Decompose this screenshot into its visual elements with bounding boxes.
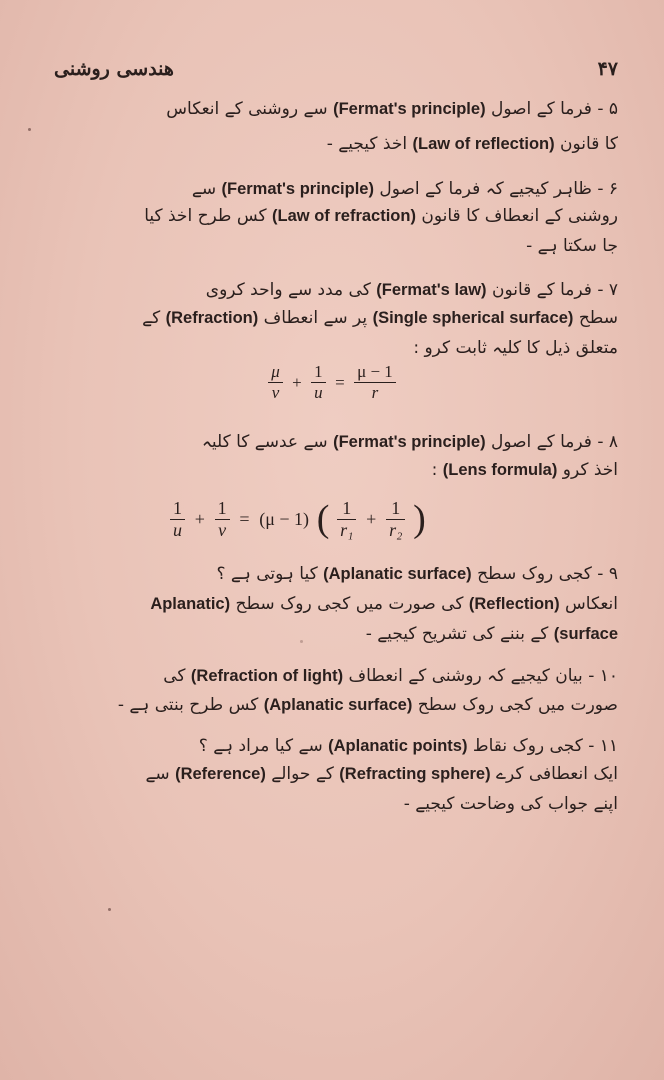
- left-paren: (: [316, 498, 330, 540]
- q9-line-2: انعکاس (Reflection) کی صورت میں کجی روک سطح (Aplanatic: [150, 594, 618, 614]
- q7-line-2: سطح (Single spherical surface) پر سے انعطاف (Refraction) کے: [142, 308, 618, 328]
- q7-line-3: متعلق ذیل کا کلیہ ثابت کرو :: [413, 338, 618, 358]
- frac-1-over-v: $\frac{1}{v}$: [215, 498, 230, 541]
- plus-sign-2: +: [366, 508, 377, 529]
- mu-minus-1-factor: (μ − 1): [259, 508, 310, 529]
- page-header: [54, 58, 618, 90]
- refraction-formula: [0, 362, 664, 403]
- q8-line-1: ۸ - فرما کے اصول (Fermat's principle) سے عدسے کا کلیہ: [201, 432, 618, 452]
- q6-line-2: روشنی کے انعطاف کا قانون (Law of refraction) کس طرح اخذ کیا: [144, 206, 618, 226]
- equals-sign: =: [239, 508, 250, 529]
- chapter-title: هندسی روشنی: [54, 58, 174, 80]
- paper-speck: [108, 908, 111, 911]
- paper-speck: [300, 640, 303, 643]
- q5-line-1: ۵ - فرما کے اصول (Fermat's principle) سے روشنی کے انعکاس: [166, 99, 618, 119]
- right-paren: ): [413, 498, 426, 540]
- q8-line-2: اخذ کرو (Lens formula) :: [431, 460, 618, 480]
- q9-line-3: surface) کے بننے کی تشریح کیجیے -: [365, 624, 618, 644]
- plus-sign: +: [194, 508, 205, 529]
- q6-line-1: ۶ - ظاہر کیجیے کہ فرما کے اصول (Fermat's principle) سے: [191, 179, 618, 199]
- frac-1-over-u: $\frac{1}{u}$: [170, 498, 185, 541]
- frac-1-over-r2: $\frac{1}{\text{r₂}}$: [386, 498, 405, 541]
- page-number: ۴۷: [597, 58, 618, 80]
- q10-line-2: صورت میں کجی روک سطح (Aplanatic surface) کس طرح بنتی ہے -: [117, 695, 618, 715]
- paper-speck: [28, 128, 31, 131]
- q11-line-1: ۱۱ - کجی روک نقاط (Aplanatic points) سے کیا مراد ہے ؟: [198, 736, 618, 756]
- lens-formula: [170, 497, 470, 541]
- frac-1-over-r1: $\frac{1}{\text{r₁}}$: [337, 498, 356, 541]
- q10-line-1: ۱۰ - بیان کیجیے کہ روشنی کے انعطاف (Refraction of light) کی: [163, 666, 618, 686]
- q11-line-3: اپنے جواب کی وضاحت کیجیے -: [403, 794, 618, 814]
- frac-mu-minus-1-over-r: $\frac{\mu - 1}{r}$: [354, 362, 396, 403]
- plus-sign: +: [292, 372, 302, 392]
- q5-line-2: کا قانون (Law of reflection) اخذ کیجیے -: [326, 134, 618, 154]
- q7-line-1: ۷ - فرما کے قانون (Fermat's law) کی مدد سے واحد کروی: [205, 280, 618, 300]
- equals-sign: =: [335, 372, 345, 392]
- frac-mu-over-v: $\frac{\mu}{v}$: [268, 362, 283, 403]
- q9-line-1: ۹ - کجی روک سطح (Aplanatic surface) کیا ہوتی ہے ؟: [216, 564, 618, 584]
- frac-1-over-u: $\frac{1}{u}$: [311, 362, 326, 403]
- q6-line-3: جا سکتا ہے -: [526, 236, 618, 256]
- q11-line-2: ایک انعطافی کرے (Refracting sphere) کے حوالے (Reference) سے: [145, 764, 618, 784]
